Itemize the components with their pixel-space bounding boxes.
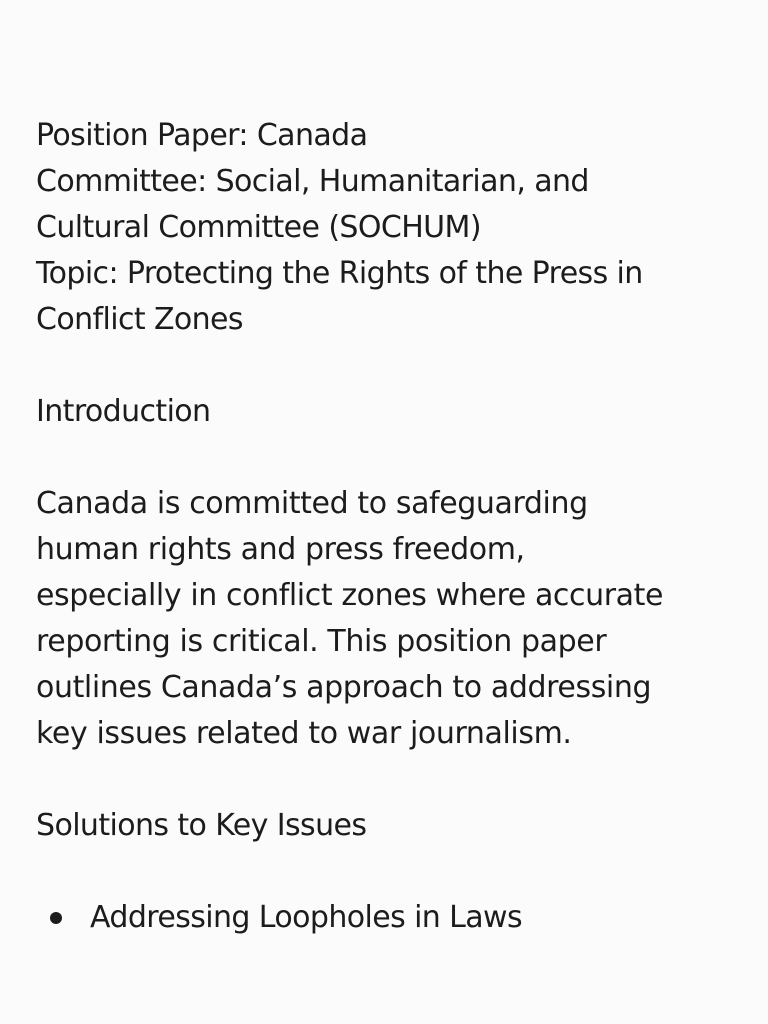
document-header <box>36 113 732 343</box>
introduction-paragraph <box>36 481 732 757</box>
paragraph-line: key issues related to war journalism. <box>36 716 572 751</box>
header-line-topic: Topic: Protecting the Rights of the Press in <box>36 256 643 291</box>
list-item-label: Addressing Loopholes in Laws <box>90 900 523 935</box>
header-line-committee-cont: Cultural Committee (SOCHUM) <box>36 210 481 245</box>
solutions-list <box>36 895 732 941</box>
paragraph-line: reporting is critical. This position paper <box>36 624 607 659</box>
solutions-heading: Solutions to Key Issues <box>36 808 367 843</box>
bullet-icon <box>50 912 62 924</box>
paragraph-line: outlines Canada’s approach to addressing <box>36 670 652 705</box>
paragraph-line: Canada is committed to safeguarding <box>36 486 588 521</box>
header-line-position-paper: Position Paper: Canada <box>36 118 368 153</box>
paragraph-line: especially in conflict zones where accurate <box>36 578 664 613</box>
introduction-heading: Introduction <box>36 394 211 429</box>
header-line-topic-cont: Conflict Zones <box>36 302 243 337</box>
header-line-committee: Committee: Social, Humanitarian, and <box>36 164 589 199</box>
paragraph-line: human rights and press freedom, <box>36 532 525 567</box>
list-item <box>36 895 732 941</box>
